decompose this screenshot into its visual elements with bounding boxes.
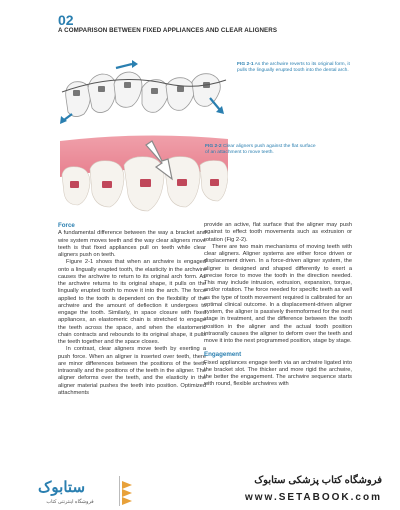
- figure-caption-text: As the archwire reverts to its original form, it pulls the lingually erupted tooth into the dental arch.: [237, 62, 350, 74]
- divider: [119, 476, 120, 506]
- tooth-group: [66, 72, 221, 117]
- right-column: [204, 222, 352, 389]
- paragraph: In contrast, clear aligners move teeth by exerting a push force. When an aligner is inserted over teeth, there are minor differences between the positions of the teeth intraorally and the positions of the teeth in the aligner. The aligner deforms over the teeth, and the elasticity in the aligner material pushes the teeth into position. Optimized attachments: [58, 346, 206, 396]
- left-column: [58, 222, 206, 397]
- arrow-icon: [116, 64, 132, 68]
- section-heading-force: Force: [58, 222, 75, 229]
- logo-text: ستابوک: [38, 479, 86, 496]
- chapter-number: 02: [58, 12, 74, 28]
- figure-label: FIG 2-1: [237, 62, 254, 67]
- figure-label: FIG 2-2: [205, 144, 222, 149]
- figure-2-2-caption: [205, 144, 320, 157]
- logo-subtitle: فروشگاه اینترنتی کتاب: [46, 499, 94, 505]
- chapter-title: A COMPARISON BETWEEN FIXED APPLIANCES AND CLEAR ALIGNERS: [58, 27, 278, 34]
- arrowhead-icon: [132, 60, 138, 68]
- shop-title: فروشگاه کتاب پزشکی ستابوک: [254, 475, 382, 486]
- paragraph: Fixed appliances engage teeth via an archwire ligated into the bracket slot. The thicker and more rigid the archwire, the better the engagement. The archwire sequence starts with round, flexible archwires with: [204, 359, 352, 388]
- arrow-icon-2: [64, 114, 72, 120]
- shop-url[interactable]: www.SETABOOK.com: [244, 492, 382, 503]
- figure-2-2-aligner-illustration: [60, 135, 228, 217]
- figure-2-1-caption: [237, 62, 353, 75]
- figure-caption-text: Clear aligners push against the flat surface of an attachment to move teeth.: [205, 144, 316, 156]
- paragraph: There are two main mechanisms of moving teeth with clear aligners. Aligner systems are either force driven or displacement driven. In a force-driven aligner system, the aligner is designed and shaped differently to exert a precise force to move the tooth in the direction needed. This may include intrusion, extrusion, expansion, torque, and/or rotation. The force needed for specific teeth as well as the type of tooth movement required is calibrated for an optimal clinical outcome. In a displacement-driven aligner system, the aligner is passively thermoformed for the next stage in treatment, and the difference between the tooth position in the aligner and the actual tooth position intraorally causes the aligner to deform over the teeth and move it into the next programmed position, stage by stage.: [204, 243, 352, 344]
- section-heading-engagement: Engagement: [204, 351, 242, 359]
- figure-2-1-archwire-illustration: [58, 58, 228, 138]
- paragraph: A fundamental difference between the way a bracket and wire system moves teeth and the way clear aligners move teeth is that fixed appliances pull on teeth while clear aligners push on teeth.: [58, 230, 206, 258]
- paragraph: provide an active, flat surface that the aligner may push against to effect tooth movements such as extrusion or rotation (Fig 2-2).: [204, 222, 352, 243]
- paragraph: Figure 2-1 shows that when an archwire is engaged onto a lingually erupted tooth, the elasticity in the archwire causes the archwire to return to its original arch form. As the archwire returns to its original shape, it pulls on the lingually erupted tooth to move it into the arch. The force applied to the tooth is dependent on the flexibility of the archwire and the amount of deflection it undergoes to engage the tooth. Similarly, in space closure with fixed appliances, an elastomeric chain is stretched to engage the teeth across the space, and when the elastomeric chain contracts and rebounds to its original shape, it pulls the teeth together and the space closes.: [58, 259, 206, 345]
